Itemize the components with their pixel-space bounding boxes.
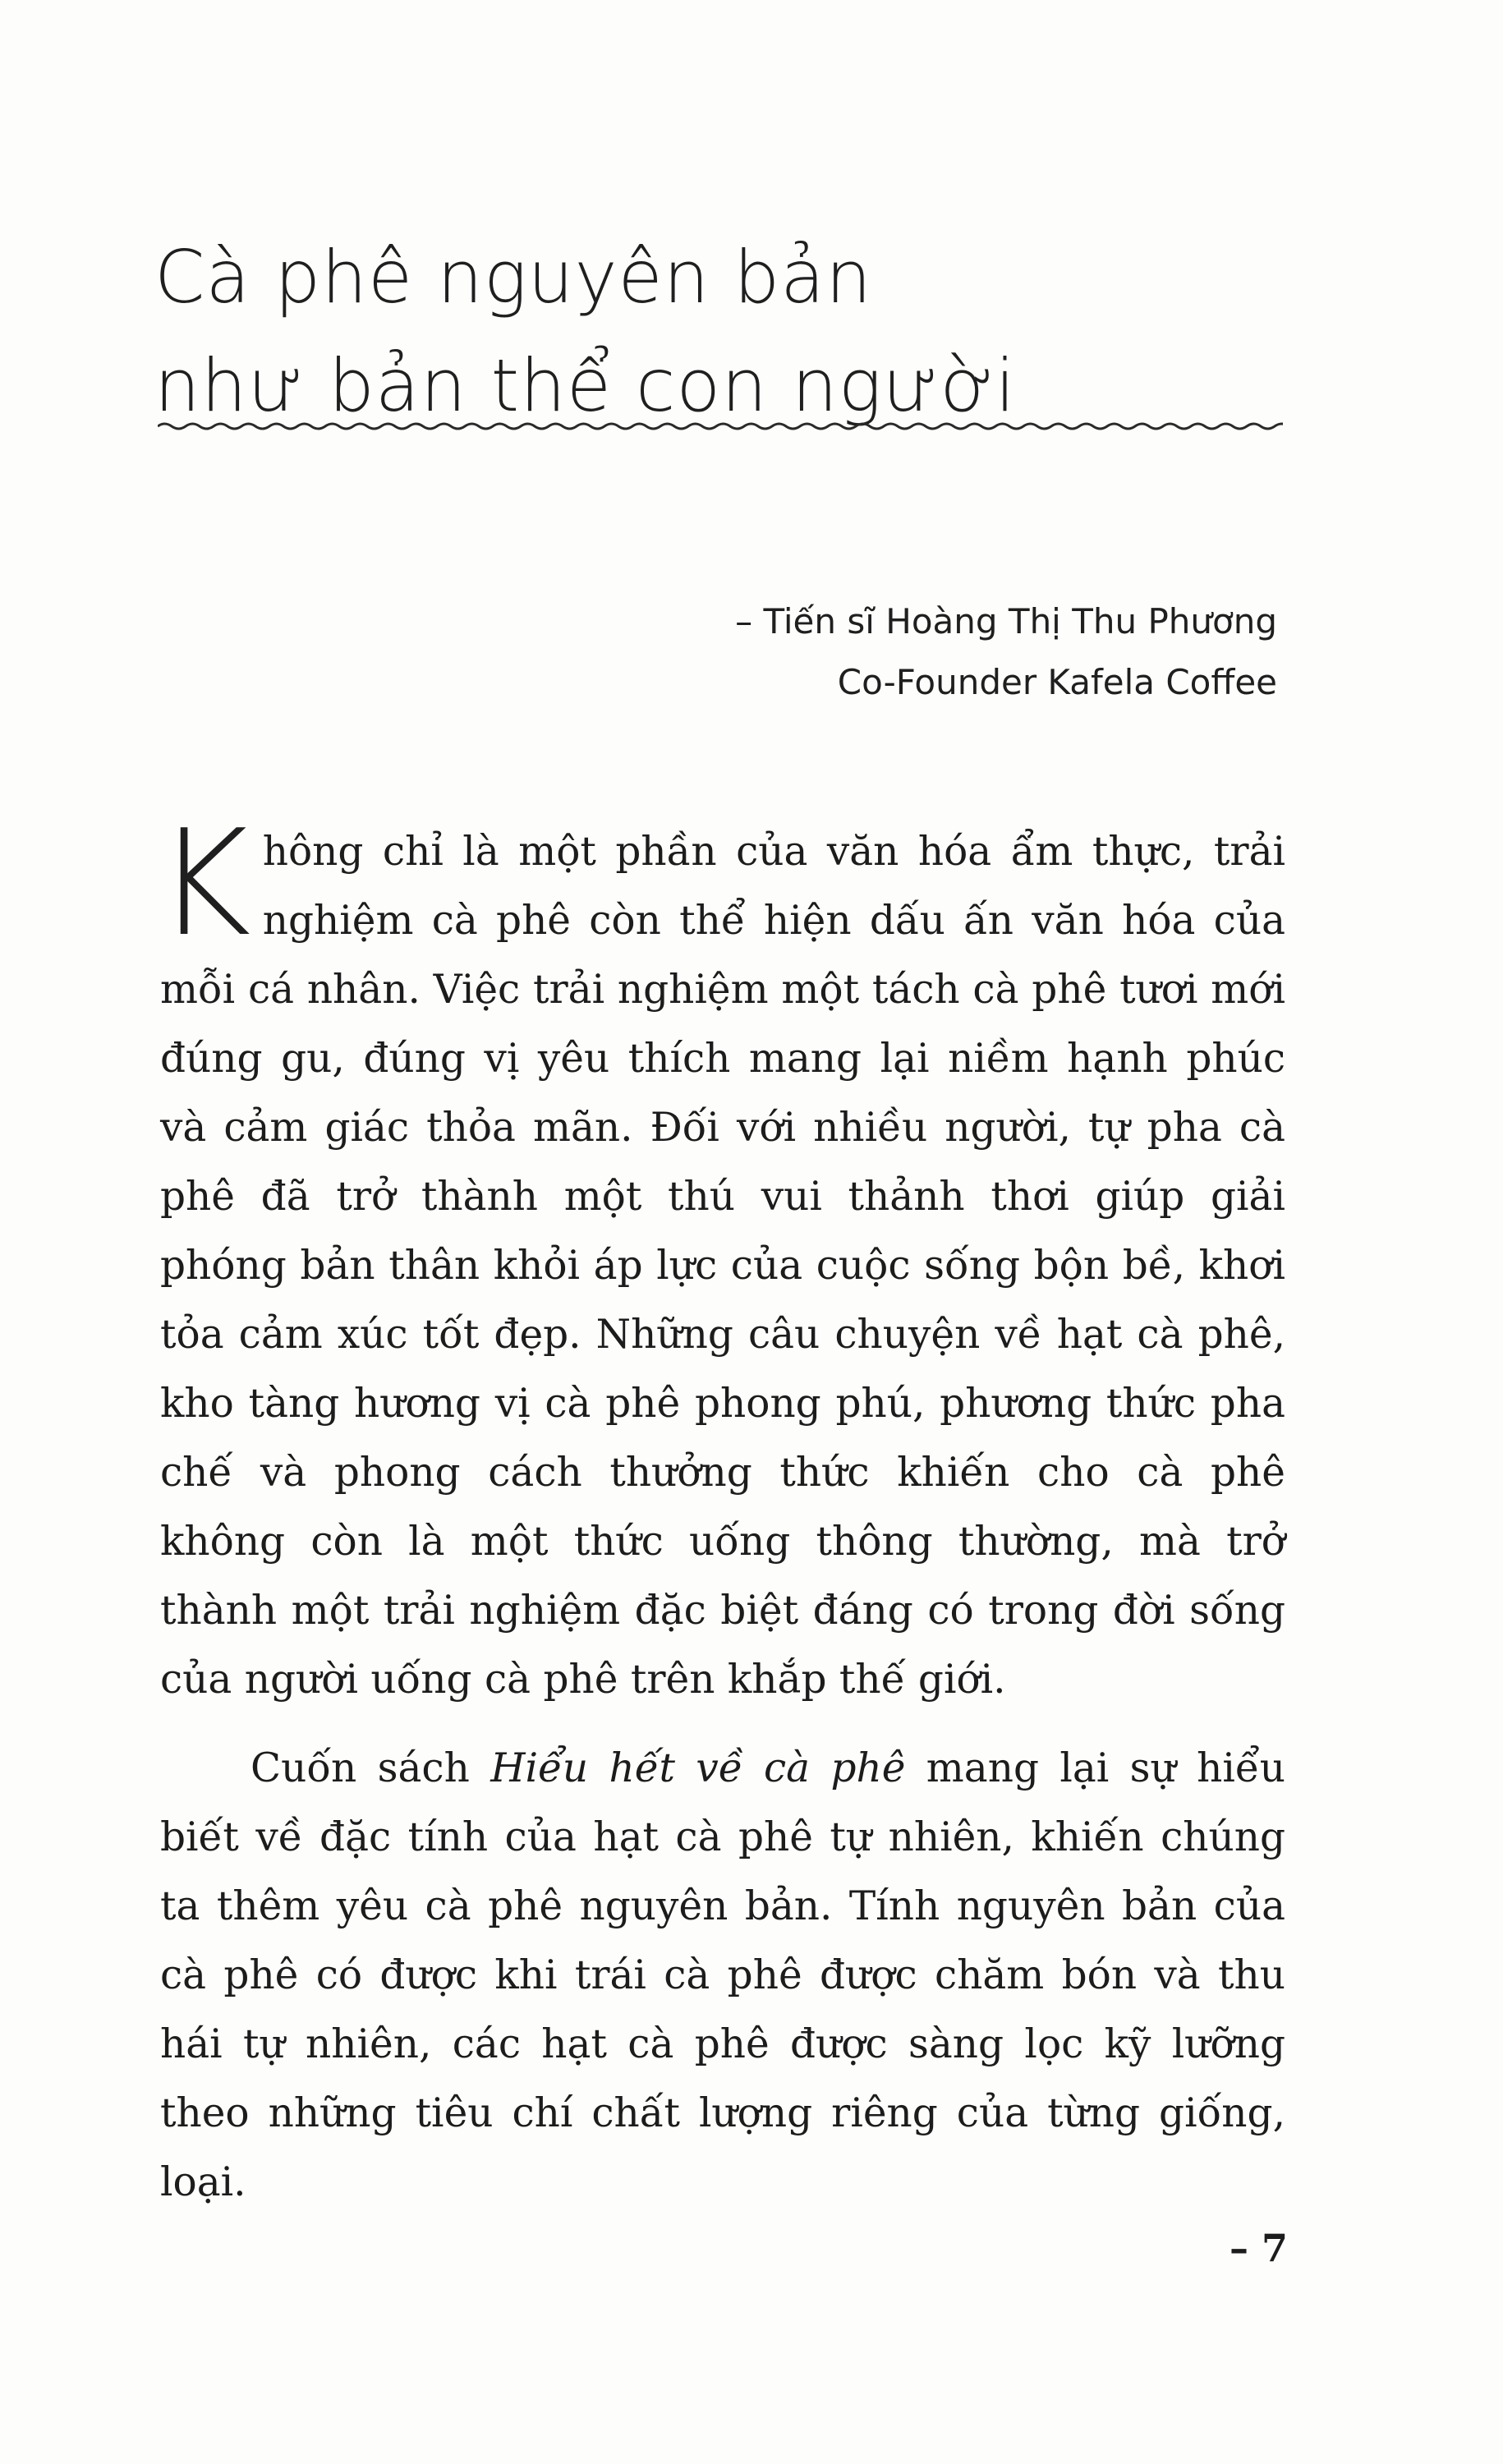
chapter-title-line-2: như bản thể con người [154, 343, 1017, 428]
chapter-title-line-1: Cà phê nguyên bản [154, 235, 872, 319]
chapter-title [154, 223, 1304, 440]
book-title: Hiểu hết về cà phê [490, 1745, 906, 1791]
attribution-role: Co-Founder Kafela Coffee [837, 662, 1277, 702]
drop-cap: K [155, 798, 251, 968]
paragraph-2 [160, 1734, 1285, 2217]
paragraph-2-lead: Cuốn sách [250, 1745, 491, 1791]
paragraph-2-text: mang lại sự hiểu biết về đặc tính của hạt cà phê tự nhiên, khiến chúng ta thêm yêu cà phê nguyên bản. Tính nguyên bản của cà phê có được khi trái cà phê được chăm bón và thu hái tự nhiên, các hạt cà phê được sàng lọc kỹ lưỡng theo những tiêu chí chất lượng riêng của từng giống, loại. [160, 1745, 1285, 2205]
attribution-author: – Tiến sĩ Hoàng Thị Thu Phương [735, 601, 1277, 641]
wavy-divider [158, 414, 1283, 439]
page-number: – 7 [1229, 2226, 1288, 2270]
attribution [735, 591, 1277, 713]
paragraph-1-text: hông chỉ là một phần của văn hóa ẩm thực, trải nghiệm cà phê còn thể hiện dấu ấn văn hóa của mỗi cá nhân. Việc trải nghiệm một tách cà phê tươi mới đúng gu, đúng vị yêu thích mang lại niềm hạnh phúc và cảm giác thỏa mãn. Đối với nhiều người, tự pha cà phê đã trở thành một thú vui thảnh thơi giúp giải phóng bản thân khỏi áp lực của cuộc sống bộn bề, khơi tỏa cảm xúc tốt đẹp. Những câu chuyện về hạt cà phê, kho tàng hương vị cà phê phong phú, phương thức pha chế và phong cách thưởng thức khiến cho cà phê không còn là một thức uống thông thường, mà trở thành một trải nghiệm đặc biệt đáng có trong đời sống của người uống cà phê trên khắp thế giới. [160, 829, 1285, 1703]
body-text [155, 798, 1285, 2236]
paragraph-1 [155, 798, 1285, 1714]
